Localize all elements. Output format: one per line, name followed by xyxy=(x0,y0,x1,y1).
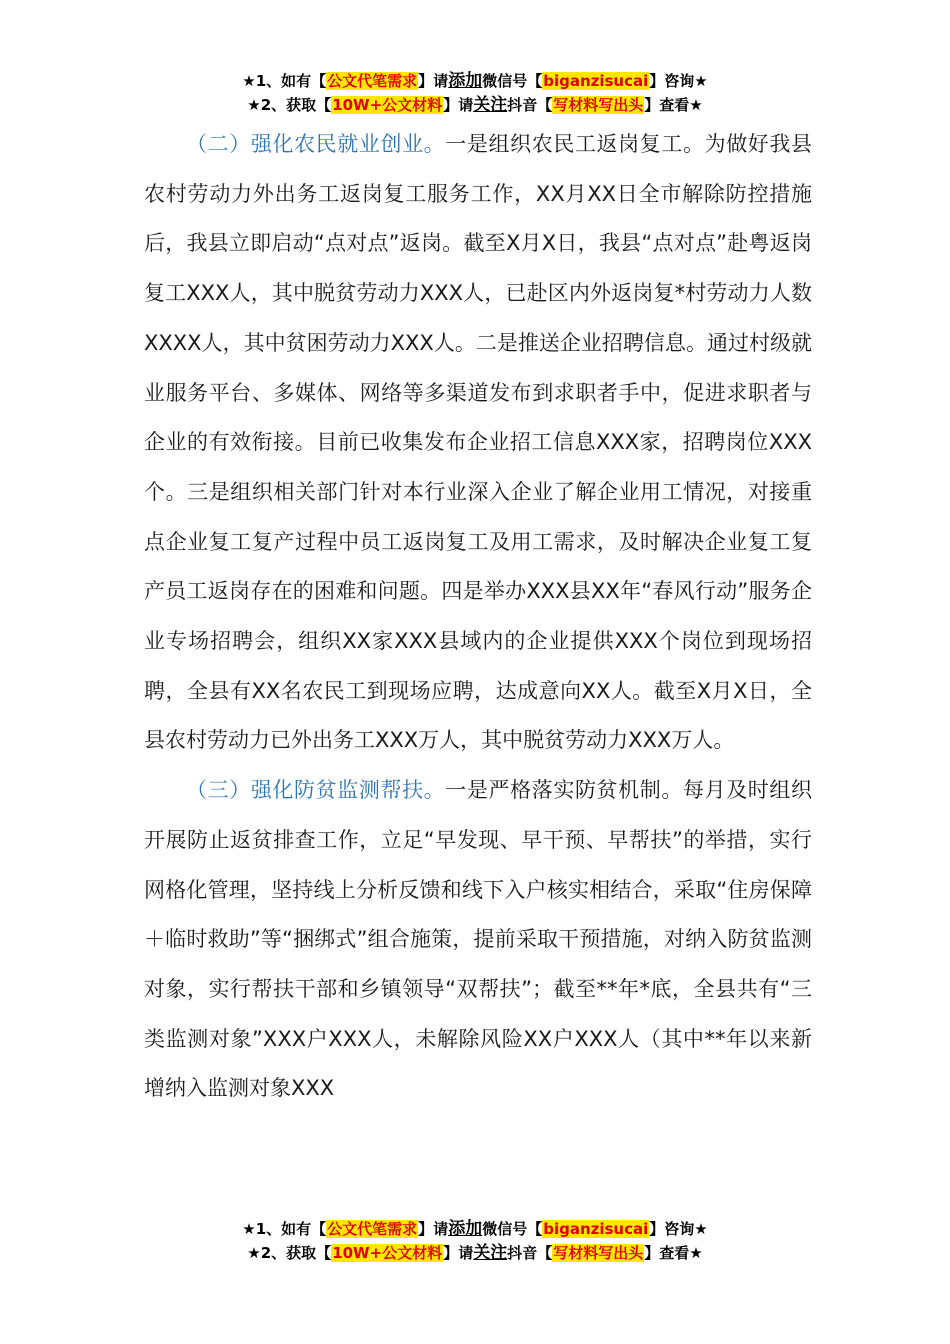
banner-douyin-name: 写材料写出头 xyxy=(553,1244,644,1262)
header-banner xyxy=(0,69,950,117)
banner-highlight: 10W+公文材料 xyxy=(332,1244,443,1262)
document-body xyxy=(144,120,812,1114)
banner-line-2: ★2、获取【10W+公文材料】请关注抖音【写材料写出头】查看★ xyxy=(247,1243,703,1263)
section-text: 一是组织农民工返岗复工。为做好我县农村劳动力外出务工返岗复工服务工作，XX月XX日全市解除防控措施后，我县立即启动“点对点”返岗。截至X月X日，我县“点对点”赴粤返岗复工XXX人，其中脱贫劳动力XXX人，已赴区内外返岗复*村劳动力人数XXXX人，其中贫困劳动力XXX人。二是推送企业招聘信息。通过村级就业服务平台、多媒体、网络等多渠道发布到求职者手中，促进求职者与企业的有效衔接。目前已收集发布企业招工信息XXX家，招聘岗位XXX个。三是组织相关部门针对本行业深入企业了解企业用工情况，对接重点企业复工复产过程中员工返岗复工及用工需求，及时解决企业复工复产员工返岗存在的困难和问题。四是举办XXX县XX年“春风行动”服务企业专场招聘会，组织XX家XXX县域内的企业提供XXX个岗位到现场招聘，全县有XX名农民工到现场应聘，达成意向XX人。截至X月X日，全县农村劳动力已外出务工XXX万人，其中脱贫劳动力XXX万人。 xyxy=(144,132,813,753)
banner-line-1: ★1、如有【公文代笔需求】请添加微信号【biganzisucai】咨询★ xyxy=(242,71,708,91)
banner-line-1: ★1、如有【公文代笔需求】请添加微信号【biganzisucai】咨询★ xyxy=(242,1219,708,1239)
banner-highlight: 10W+公文材料 xyxy=(332,96,443,114)
banner-highlight: 公文代笔需求 xyxy=(327,72,418,90)
section-heading: （三）强化防贫监测帮扶。 xyxy=(186,778,446,803)
banner-highlight: 公文代笔需求 xyxy=(327,1220,418,1238)
section-paragraph xyxy=(144,766,812,1114)
banner-line-2: ★2、获取【10W+公文材料】请关注抖音【写材料写出头】查看★ xyxy=(247,95,703,115)
banner-wechat-id: biganzisucai xyxy=(543,72,649,90)
footer-banner xyxy=(0,1217,950,1265)
section-heading: （二）强化农民就业创业。 xyxy=(186,132,446,156)
section-paragraph xyxy=(144,120,812,766)
section-text: 一是严格落实防贫机制。每月及时组织开展防止返贫排查工作，立足“早发现、早干预、早帮扶”的举措，实行网格化管理，坚持线上分析反馈和线下入户核实相结合，采取“住房保障＋临时救助”等“捆绑式”组合施策，提前采取干预措施，对纳入防贫监测对象，实行帮扶干部和乡镇领导“双帮扶”；截至**年*底，全县共有“三类监测对象”XXX户XXX人，未解除风险XX户XXX人（其中**年以来新增纳入监测对象XXX xyxy=(144,778,813,1101)
banner-wechat-id: biganzisucai xyxy=(543,1220,649,1238)
banner-douyin-name: 写材料写出头 xyxy=(553,96,644,114)
